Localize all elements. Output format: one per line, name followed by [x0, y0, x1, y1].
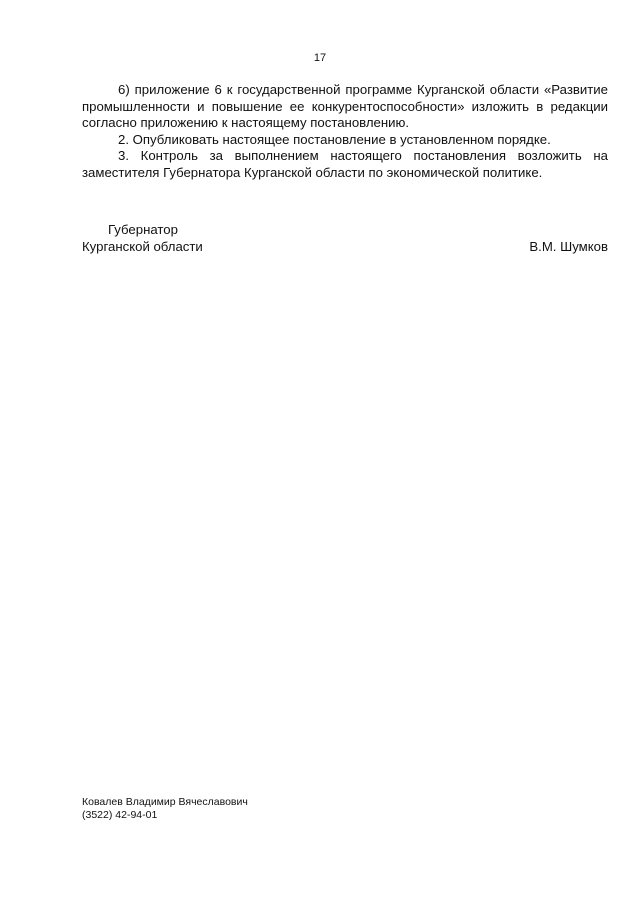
signatory-title-line1: Губернатор — [108, 222, 178, 237]
paragraph-control: 3. Контроль за выполнением настоящего постановления возложить на заместителя Губернатора Курганской области по экономической политике. — [82, 148, 608, 180]
paragraph-appendix-6: 6) приложение 6 к государственной программе Курганской области «Развитие промышленности и повышение ее конкурентоспособности» изложить в редакции согласно приложению к настоящему постановлению. — [82, 82, 608, 130]
signatory-title-line2: Курганской области — [82, 238, 203, 254]
body-text — [82, 82, 608, 181]
executor-footer — [82, 796, 248, 822]
page-number: 17 — [313, 52, 327, 64]
signatory-name: В.М. Шумков — [529, 238, 608, 254]
executor-phone: (3522) 42-94-01 — [82, 809, 158, 821]
executor-name: Ковалев Владимир Вячеславович — [82, 796, 248, 808]
signature-block — [82, 222, 608, 255]
paragraph-publish: 2. Опубликовать настоящее постановление в установленном порядке. — [118, 131, 551, 147]
signature-row — [82, 239, 608, 256]
